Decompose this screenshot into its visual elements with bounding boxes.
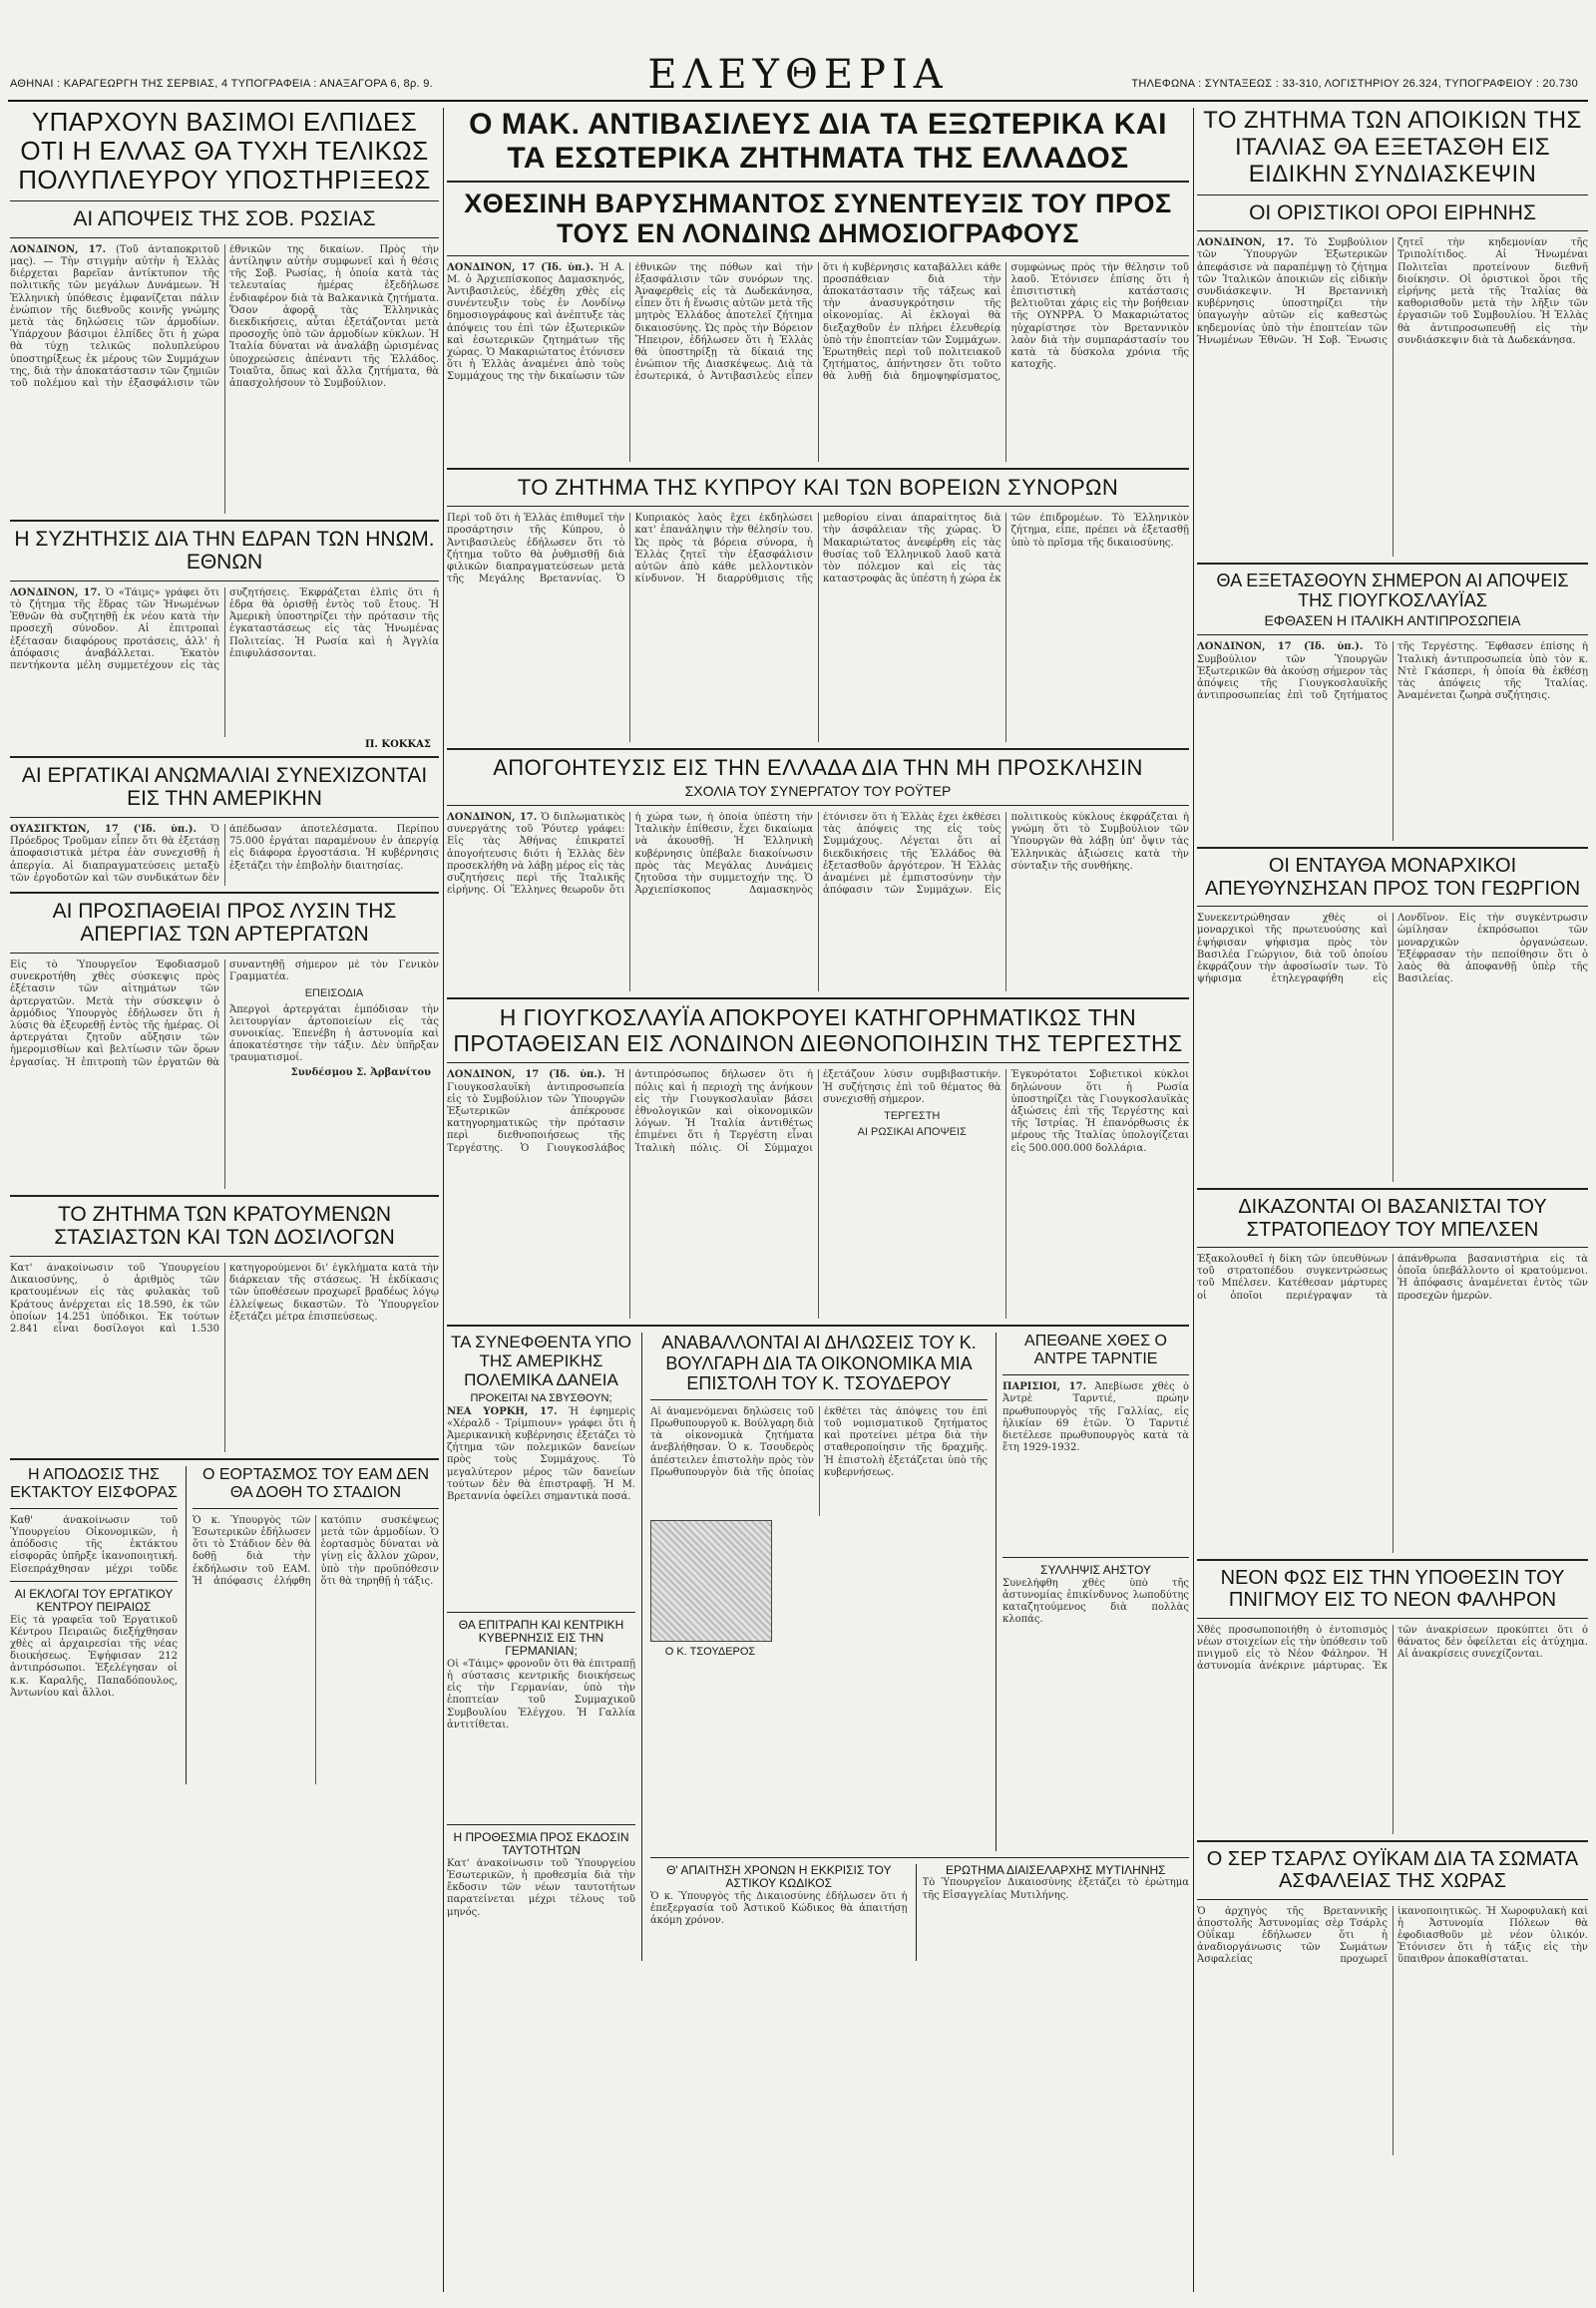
article-tardieu xyxy=(996,1333,1189,1850)
dateline: ΛΟΝΔΙΝΟΝ, 17. xyxy=(447,811,538,823)
article-body xyxy=(10,244,439,514)
article-text: Ὁ Πρόεδρος Τροῦμαν εἶπεν ὅτι θὰ ἐξετάσῃ ἀποφασιστικὰ μέτρα ἐὰν συνεχισθῇ ἡ ἀπεργία. Αἱ διαπραγματεύσεις μεταξὺ τῶν ἐργοδοτῶν καὶ τῶν συνδικάτων δὲν ἀπέδωσαν ἀποτελέσματα. Περίπου 75.000 ἐργάται παραμένουν ἐν ἀπεργίᾳ εἰς διάφορα ἐργοστάσια. Ἡ κυβέρνησις ἐξετάζει τὴν ἐπιβολὴν διαιτησίας. xyxy=(10,823,439,884)
article-eam xyxy=(186,1466,439,1784)
article-bakers-strike xyxy=(10,900,439,1189)
dateline: ΟΥΑΣΙΓΚΤΩΝ, 17 ('Ιδ. ὑπ.). xyxy=(10,823,197,835)
headline: ΤΑ ΣΥΝΕΦΘΕΝΤΑ ΥΠΟ ΤΗΣ ΑΜΕΡΙΚΗΣ ΠΟΛΕΜΙΚΑ ΔΑΝΕΙΑ xyxy=(451,1333,631,1390)
dateline: ΛΟΝΔΙΝΟΝ, 17 (Ἰδ. ὑπ.). xyxy=(447,1069,606,1081)
headline: Θ' ΑΠΑΙΤΗΣΗ ΧΡΟΝΩΝ Η ΕΚΚΡΙΣΙΣ ΤΟΥ ΑΣΤΙΚΟΥ ΚΩΔΙΚΟΣ xyxy=(666,1862,892,1891)
portrait-photo xyxy=(650,1520,772,1642)
masthead-address: ΑΘΗΝΑΙ : ΚΑΡΑΓΕΩΡΓΗ ΤΗΣ ΣΕΡΒΙΑΣ, 4 ΤΥΠΟΓΡΑΦΕΙΑ : ΑΝΑΞΑΓΟΡΑ 6, 8ρ. 9. xyxy=(10,78,433,90)
subheadline: ΟΙ ΟΡΙΣΤΙΚΟΙ ΟΡΟΙ ΕΙΡΗΝΗΣ xyxy=(1249,200,1536,224)
article-text: Ἡ ἐφημερὶς «Χέραλδ - Τρίμπιουν» γράφει ὅτι ἡ Ἀμερικανικὴ κυβέρνησις ἐξετάζει τὸ ζήτημα τῶν πολεμικῶν δανείων πρὸς τοὺς Συμμάχους. Τὸ μεγαλύτερον μέρος τῶν δανείων τούτων δὲν θὰ ἐπιστραφῇ. Ἡ Μ. Βρεταννία ὀφείλει σημαντικὰ ποσά. xyxy=(447,1405,635,1502)
article-un-seat xyxy=(10,528,439,750)
left-column xyxy=(10,108,439,1784)
masthead-rule xyxy=(8,100,1588,102)
dateline: ΛΟΝΔΙΝΟΝ, 17. xyxy=(10,243,107,255)
bottom-left-row xyxy=(10,1466,439,1784)
headline: ΔΙΚΑΖΟΝΤΑΙ ΟΙ ΒΑΣΑΝΙΣΤΑΙ ΤΟΥ ΣΤΡΑΤΟΠΕΔΟΥ ΤΟΥ ΜΠΕΛΣΕΝ xyxy=(1238,1196,1547,1241)
article-body xyxy=(10,587,439,737)
dateline: ΛΟΝΔΙΝΟΝ, 17. xyxy=(10,586,101,598)
headline: ΑΠΕΘΑΝΕ ΧΘΕΣ Ο ΑΝΤΡΕ ΤΑΡΝΤΙΕ xyxy=(1024,1333,1167,1368)
article-colonies xyxy=(1197,108,1588,557)
headline: ΑΙ ΕΡΓΑΤΙΚΑΙ ΑΝΩΜΑΛΙΑΙ ΣΥΝΕΧΙΖΟΝΤΑΙ ΕΙΣ ΤΗΝ ΑΜΕΡΙΚΗΝ xyxy=(21,763,428,811)
article-body xyxy=(10,1263,439,1452)
headline: ΕΡΩΤΗΜΑ ΔΙΑΙΣΕΛΑΡΧΗΣ ΜΥΤΙΛΗΝΗΣ xyxy=(945,1862,1166,1877)
article-body xyxy=(1197,641,1588,841)
inset-title: ΑΙ ΡΩΣΙΚΑΙ ΑΠΟΨΕΙΣ xyxy=(857,1126,967,1139)
article-yugoslav-views xyxy=(1197,571,1588,841)
article-text: Ὁ «Τάιμς» γράφει ὅτι τὸ ζήτημα τῆς ἕδρας τῶν Ἡνωμένων Ἐθνῶν θὰ συζητηθῇ ἐκ νέου κατὰ τὴν προσεχῆ σύνοδον. Αἱ ἐπιτροπαὶ ἐξέτασαν διαφόρους προτάσεις, ἀλλ' ἡ ἀπόφασις ἀναβάλλεται. Ἑκατὸν πεντήκοντα μέλη συμμετέχουν εἰς τὰς συζητήσεις. Ἐκφράζεται ἐλπὶς ὅτι ἡ ἑδρα θὰ ὁρισθῇ ἐντὸς τοῦ ἔτους. Ἡ Ἀμερικὴ ὑποστηρίζει τὴν πρότασιν τῆς ἐγκαταστάσεως εἰς τὰς Ἡνωμένας Πολιτείας. Ἡ Ρωσία καὶ ἡ Ἀγγλία ἐπιφυλάσσονται. xyxy=(10,586,439,672)
article-text: Χθὲς προσωποποιήθη ὁ ἐντοπισμὸς νέων στοιχείων εἰς τὴν ὑπόθεσιν τοῦ πνιγμοῦ εἰς τὸ Νέον Φάληρον. Ἡ ἀστυνομία ἀνέκρινε μάρτυρας. Ἐκ τῶν ἀνακρίσεων προκύπτει ὅτι ὁ θάνατος δὲν ὀφείλεται εἰς ἀτύχημα. Αἱ ἀνακρίσεις συνεχίζονται. xyxy=(1197,1624,1588,1673)
article-text: Οἱ «Τάιμς» φρονοῦν ὅτι θὰ ἐπιτραπῇ ἡ σύστασις κεντρικῆς διοικήσεως εἰς τὴν Γερμανίαν, ὑπὸ τὴν ἐποπτείαν τοῦ Συμμαχικοῦ Συμβουλίου Ἐλέγχου. Ἡ Γαλλία ἀντιτίθεται. xyxy=(447,1658,635,1731)
article-levy xyxy=(10,1466,178,1784)
article-trieste xyxy=(447,1005,1189,1320)
photo-caption: Ο Κ. ΤΣΟΥΔΕΡΟΣ xyxy=(664,1645,756,1658)
article-text: Τὸ Συμβούλιον τῶν Ὑπουργῶν Ἐξωτερικῶν θὰ ἀκούσῃ σήμερον τὰς ἀπόψεις τῆς Γιουγκοσλαυϊκῆς ἀντιπροσωπείας ἐπὶ τοῦ ζητήματος τῆς Τεργέστης. Ἔφθασεν ἐπίσης ἡ Ἰταλικὴ ἀντιπροσωπεία ὑπὸ τὸν κ. Ντὲ Γκάσπερι, ἡ ὁποία θὰ ἐκθέσῃ τὰς ἀπόψεις τῆς Ἰταλίας. Ἀναμένεται ζωηρὰ συζήτησις. xyxy=(1197,641,1588,702)
article-body xyxy=(447,812,1189,991)
headline: Ο ΕΟΡΤΑΣΜΟΣ ΤΟΥ ΕΑΜ ΔΕΝ ΘΑ ΔΟΘΗ ΤΟ ΣΤΑΔΙΟΝ xyxy=(201,1465,429,1501)
article-text: Κατ' ἀνακοίνωσιν τοῦ Ὑπουργείου Δικαιοσύνης, ὁ ἀριθμὸς τῶν κρατουμένων εἰς τὰς φυλακὰς τοῦ Κράτους ἀνέρχεται εἰς 18.590, ἐκ τῶν ὁποίων 14.251 ὑπόδικοι. Ἐκ τούτων 2.841 εἶναι δοσίλογοι καὶ 1.530 κατηγορούμενοι δι' ἐγκλήματα κατὰ τὴν διάρκειαν τῆς στάσεως. Ἡ ἐκδίκασις τῶν ὑποθέσεων προχωρεῖ βραδέως λόγῳ ἐλλείψεως δικαστῶν. Τὸ Ὑπουργεῖον ἐξετάζει μέτρα ἐπισπεύσεως. xyxy=(10,1262,439,1335)
article-text: Ἡ Γιουγκοσλαυϊκὴ ἀντιπροσωπεία εἰς τὸ Συμβούλιον τῶν Ὑπουργῶν Ἐξωτερικῶν ἀπέκρουσε κατηγορηματικῶς τὴν πρότασιν περὶ διεθνοποιήσεως τῆς Τεργέστης. Ὁ Γιουγκοσλάβος ἀντιπρόσωπος δήλωσεν ὅτι ἡ πόλις καὶ ἡ περιοχὴ της ἀνήκουν εἰς τὴν Γιουγκοσλαυΐαν βάσει ἐθνολογικῶν καὶ οἰκονομικῶν λόγων. Ἡ Ἰταλία ἀντιθέτως ἐπιμένει ὅτι ἡ Τεργέστη εἶναι Ἰταλικὴ πόλις. Οἱ Σύμμαχοι ἐξετάζουν λύσιν συμβιβαστικήν. Ἡ συζήτησις ἐπὶ τοῦ θέματος θὰ συνεχισθῇ σήμερον. xyxy=(447,1069,1001,1154)
dateline: ΛΟΝΔΙΝΟΝ, 17 (Ἰδ. ὑπ.). xyxy=(1197,641,1364,653)
article-lead xyxy=(447,108,1189,462)
article-mytilene xyxy=(916,1864,1189,1961)
headline: ΤΟ ΖΗΤΗΜΑ ΤΩΝ ΑΠΟΙΚΙΩΝ ΤΗΣ ΙΤΑΛΙΑΣ ΘΑ ΕΞΕΤΑΣΘΗ ΕΙΣ ΕΙΔΙΚΗΝ ΣΥΝΔΙΑΣΚΕΨΙΝ xyxy=(1203,107,1582,188)
article-monarchists xyxy=(1197,855,1588,1182)
inset-title: ΤΕΡΓΕΣΤΗ xyxy=(884,1110,941,1123)
dateline: ΛΟΝΔΙΝΟΝ, 17. xyxy=(1197,237,1294,249)
article-text: Συνεκεντρώθησαν χθὲς οἱ μοναρχικοὶ τῆς πρωτευούσης καὶ ἐψήφισαν ψήφισμα πρὸς τὸν Βασιλέα Γεώργιον, διὰ τοῦ ὁποίου ἐκφράζουν τὴν ἀφοσίωσίν των. Τὸ ψήφισμα ἐτηλεγραφήθη εἰς Λονδῖνον. Εἰς τὴν συγκέντρωσιν ὡμίλησαν ἐκπρόσωποι τῶν μοναρχικῶν ὀργανώσεων. Ἐξέφρασαν τὴν πεποίθησιν ὅτι ὁ λαὸς θὰ ἀποφανθῇ ὑπὲρ τῆς Βασιλείας. xyxy=(1197,913,1588,985)
headline: ΤΟ ΖΗΤΗΜΑ ΤΗΣ ΚΥΠΡΟΥ ΚΑΙ ΤΩΝ ΒΟΡΕΙΩΝ ΣΥΝΟΡΩΝ xyxy=(517,474,1119,500)
dateline: ΠΑΡΙΣΙΟΙ, 17. xyxy=(1002,1381,1087,1393)
center-bottom-right xyxy=(650,1333,1189,1960)
article-civil-code xyxy=(650,1864,908,1961)
article-text: Περὶ τοῦ ὅτι ἡ Ἑλλὰς ἐπιθυμεῖ τὴν προσάρτησιν τῆς Κύπρου, ὁ Ἀντιβασιλεὺς ἐδήλωσεν ὅτι τὸ ζήτημα τοῦτο θὰ ῥυθμισθῇ διὰ φιλικῶν διαπραγματεύσεων μετὰ τῆς Μεγάλης Βρεταννίας. Ὁ Κυπριακὸς λαὸς ἔχει ἐκδηλώσει κατ' ἐπανάληψιν τὴν θέλησίν του. Ὡς πρὸς τὰ βόρεια σύνορα, ἡ Ἑλλὰς ζητεῖ τὴν ἐξασφάλισιν αὐτῶν ἀπὸ κάθε μελλοντικὸν κίνδυνον. Ἡ διαρρύθμισις τῆς μεθορίου εἶναι ἀπαραίτητος διὰ τὴν ἀσφάλειαν τῆς χώρας. Ὁ Μακαριώτατος ἀνεφέρθη εἰς τὰς θυσίας τοῦ Ἑλληνικοῦ λαοῦ κατὰ τὸν πόλεμον καὶ εἰς τὰς καταστροφὰς ἃς ὑπέστη ἡ χώρα ἐκ τῶν ἐπιδρομέων. Τὸ Ἑλληνικὸν ζήτημα, εἶπε, πρέπει νὰ ἐξετασθῇ ὑπὸ τὸ πρῖσμα τῆς δικαιοσύνης. xyxy=(447,513,1189,585)
dateline: ΛΟΝΔΙΝΟΝ, 17 (Ἰδ. ὑπ.). xyxy=(447,261,595,273)
headline: ΤΟ ΖΗΤΗΜΑ ΤΩΝ ΚΡΑΤΟΥΜΕΝΩΝ ΣΤΑΣΙΑΣΤΩΝ ΚΑΙ ΤΩΝ ΔΟΣΙΛΟΓΩΝ xyxy=(54,1202,395,1250)
headline: ΝΕΟΝ ΦΩΣ ΕΙΣ ΤΗΝ ΥΠΟΘΕΣΙΝ ΤΟΥ ΠΝΙΓΜΟΥ ΕΙΣ ΤΟ ΝΕΟΝ ΦΑΛΗΡΟΝ xyxy=(1220,1567,1565,1612)
article-text: Εἰς τὸ Ὑπουργεῖον Ἐφοδιασμοῦ συνεκροτήθη χθὲς σύσκεψις πρὸς ἐξέτασιν τῶν αἰτημάτων τῶν ἀρτεργατῶν. Μετὰ τὴν σύσκεψιν ὁ ἁρμόδιος Ὑπουργὸς ἐδήλωσεν ὅτι ἡ λύσις θὰ ἐξευρεθῇ ἐντὸς τῆς ἡμέρας. Οἱ ἀρτεργάται ζητοῦν αὔξησιν τῶν ἡμερομισθίων καὶ βελτίωσιν τῶν ὅρων ἐργασίας. Ἡ ἐπιτροπὴ τῶν ἐργατῶν θὰ συναντηθῇ σήμερον μὲ τὸν Γενικὸν Γραμματέα. xyxy=(10,959,439,1068)
article-text: Κατ' ἀνακοίνωσιν τοῦ Ὑπουργείου Ἐσωτερικῶν, ἡ προθεσμία διὰ τὴν ἔκδοσιν τῶν νέων ταυτοτήτων παρατείνεται μέχρι τέλους τοῦ μηνός. xyxy=(447,1857,635,1918)
headline: ΟΙ ΕΝΤΑΥΘΑ ΜΟΝΑΡΧΙΚΟΙ ΑΠΕΥΘΥΝΣΗΣΑΝ ΠΡΟΣ ΤΟΝ ΓΕΩΡΓΙΟΝ xyxy=(1204,855,1581,900)
article-us-labor xyxy=(10,764,439,886)
article-text: Ὁ ἀρχηγὸς τῆς Βρεταννικῆς ἀποστολῆς Ἀστυνομίας σὲρ Τσάρλς Οὐΐκαμ ἐδήλωσεν ὅτι ἡ ἀναδιοργάνωσις τῶν Σωμάτων Ἀσφαλείας προχωρεῖ ἱκανοποιητικῶς. Ἡ Χωροφυλακὴ καὶ ἡ Ἀστυνομία Πόλεων θὰ ἐφοδιασθοῦν μὲ νέον ὑλικόν. Ἐτόνισεν ὅτι ἡ τάξις εἰς τὴν ὕπαιθρον ἀποκαθίσταται. xyxy=(1197,1905,1588,1966)
headline: Ο ΣΕΡ ΤΣΑΡΛΣ ΟΥΪΚΑΜ ΔΙΑ ΤΑ ΣΩΜΑΤΑ ΑΣΦΑΛΕΙΑΣ ΤΗΣ ΧΩΡΑΣ xyxy=(1206,1847,1579,1893)
article-disappointment xyxy=(447,756,1189,991)
article-detainees xyxy=(10,1203,439,1452)
article-belsen xyxy=(1197,1196,1588,1553)
article-text: Ἡ Α. Μ. ὁ Ἀρχιεπίσκοπος Δαμασκηνός, Ἀντιβασιλεύς, ἐδέχθη χθὲς εἰς συνέντευξιν τοὺς ἐν Λονδίνῳ δημοσιογράφους καὶ ἀνέπτυξε τὰς ἀπόψεις του ἐπὶ τῶν ἐξωτερικῶν καὶ ἐσωτερικῶν ζητημάτων τῆς χώρας. Ὁ Μακαριώτατος ἐτόνισεν ὅτι ἡ Ἑλλὰς ἀναμένει ἀπὸ τοὺς Συμμάχους της τὴν δικαίωσιν τῶν ἐθνικῶν της πόθων καὶ τὴν ἐξασφάλισιν τῶν συνόρων της. Ἀναφερθεὶς εἰς τὰ Δωδεκάνησα, εἶπεν ὅτι ἡ ἕνωσις αὐτῶν μετὰ τῆς μητρὸς Ἑλλάδος ἀποτελεῖ ζήτημα δικαιοσύνης. Ὡς πρὸς τὴν Βόρειον Ἤπειρον, ἐδήλωσεν ὅτι ἡ Ἑλλὰς θὰ ὑποστηρίξῃ τὰ δίκαιά της ἐνώπιον τῆς Διασκέψεως. Διὰ τὰ ἐσωτερικά, ὁ Ἀντιβασιλεὺς εἶπεν ὅτι ἡ κυβέρνησις καταβάλλει κάθε προσπάθειαν διὰ τὴν ἀποκατάστασιν τῆς τάξεως καὶ τὴν ἀνασυγκρότησιν τῆς οἰκονομίας. Αἱ ἐκλογαὶ θὰ διεξαχθοῦν ἐν πλήρει ἐλευθερίᾳ ὑπὸ τὴν ἐποπτείαν τῶν Συμμάχων. Ἐρωτηθεὶς περὶ τοῦ πολιτειακοῦ ζητήματος, ἀπήντησεν ὅτι τοῦτο θὰ λυθῇ διὰ δημοψηφίσματος, συμφώνως πρὸς τὴν θέλησιν τοῦ λαοῦ. Ἐτόνισεν ἐπίσης ὅτι ἡ ἐπισιτιστικὴ κατάστασις βελτιοῦται χάρις εἰς τὴν βοήθειαν τῆς ΟΥΝΡΡΑ. Ὁ Μακαριώτατος ηὐχαρίστησε τὸν Βρεταννικὸν λαὸν διὰ τὴν συμπαράστασίν του κατὰ τὰ δύσκολα χρόνια τῆς κατοχῆς. xyxy=(447,261,1189,383)
article-text: Αἱ ἀναμενόμεναι δηλώσεις τοῦ Πρωθυπουργοῦ κ. Βούλγαρη διὰ τὰ οἰκονομικὰ ζητήματα ἀνεβλήθησαν. Ὁ κ. Τσουδερὸς ἀπέστειλεν ἐπιστολὴν πρὸς τὸν Πρωθυπουργὸν διὰ τῆς ὁποίας ἐκθέτει τὰς ἀπόψεις του ἐπὶ τοῦ νομισματικοῦ ζητήματος καὶ προτείνει μέτρα διὰ τὴν σταθεροποίησιν τῆς δραχμῆς. Ἡ ἐπιστολὴ ἐξετάζεται ὑπὸ τῆς κυβερνήσεως. xyxy=(650,1405,988,1478)
article-body xyxy=(447,1406,635,1606)
lead-headline: Ο ΜΑΚ. ΑΝΤΙΒΑΣΙΛΕΥΣ ΔΙΑ ΤΑ ΕΞΩΤΕΡΙΚΑ ΚΑΙ ΤΑ ΕΣΩΤΕΡΙΚΑ ΖΗΤΗΜΑΤΑ ΤΗΣ ΕΛΛΑΔΟΣ xyxy=(469,108,1167,175)
headline: Η ΑΠΟΔΟΣΙΣ ΤΗΣ ΕΚΤΑΚΤΟΥ ΕΙΣΦΟΡΑΣ xyxy=(10,1465,178,1501)
headline: ΑΠΟΓΟΗΤΕΥΣΙΣ ΕΙΣ ΤΗΝ ΕΛΛΑΔΑ ΔΙΑ ΤΗΝ ΜΗ ΠΡΟΣΚΛΗΣΙΝ xyxy=(493,755,1143,781)
inset-title: ΕΠΕΙΣΟΔΙΑ xyxy=(304,987,364,1000)
article-wickham xyxy=(1197,1848,1588,2155)
article-text: Συνελήφθη χθὲς ὑπὸ τῆς ἀστυνομίας ἐπικίνδυνος λωποδύτης καταζητούμενος διὰ πολλὰς κλοπάς. xyxy=(1002,1577,1189,1626)
subheadline: ΑΙ ΑΠΟΨΕΙΣ ΤΗΣ ΣΟΒ. ΡΩΣΙΑΣ xyxy=(73,207,376,231)
column-divider xyxy=(1193,108,1194,2292)
article-body xyxy=(1002,1381,1189,1551)
article-text: Τὸ Ὑπουργεῖον Δικαιοσύνης ἐξετάζει τὸ ἐρώτημα τῆς Εἰσαγγελίας Μυτιλήνης. xyxy=(922,1877,1189,1901)
article-body xyxy=(10,824,439,886)
subheadline: ΣΧΟΛΙΑ ΤΟΥ ΣΥΝΕΡΓΑΤΟΥ ΤΟΥ ΡΟΫΤΕΡ xyxy=(684,782,952,799)
headline: ΑΝΑΒΑΛΛΟΝΤΑΙ ΑΙ ΔΗΛΩΣΕΙΣ ΤΟΥ Κ. ΒΟΥΛΓΑΡΗ ΔΙΑ ΤΑ ΟΙΚΟΝΟΜΙΚΑ ΜΙΑ ΕΠΙΣΤΟΛΗ ΤΟΥ Κ. ΤΣΟΥΔΕΡΟΥ xyxy=(661,1333,977,1393)
article-vulgaris xyxy=(650,1333,988,1850)
article-text: Ὁ διπλωματικὸς συνεργάτης τοῦ Ῥόυτερ γράφει: Εἰς τὰς Ἀθήνας ἐπικρατεῖ ἀπογοήτευσις διότι ἡ Ἑλλὰς δὲν προσεκλήθη νὰ λάβῃ μέρος εἰς τὰς συζητήσεις περὶ τῆς Ἰταλικῆς εἰρήνης. Οἱ Ἕλληνες θεωροῦν ὅτι ἡ χώρα των, ἡ ὁποία ὑπέστη τὴν Ἰταλικὴν ἐπίθεσιν, ἔχει δικαίωμα νὰ ἀκουσθῇ. Ἡ Ἑλληνικὴ κυβέρνησις ὑπέβαλε διακοίνωσιν πρὸς τὰς Μεγάλας Δυνάμεις ζητοῦσα τὴν συμμετοχήν της. Ὁ Ἀρχιεπίσκοπος Δαμασκηνὸς ἐτόνισεν ὅτι ἡ Ἑλλὰς ἔχει ἐκθέσει τὰς ἀπόψεις της εἰς τοὺς Συμμάχους. Λέγεται ὅτι αἱ διεκδικήσεις τῆς Ἑλλάδος θὰ ἐξετασθοῦν ἀργότερον. Ἡ Ἑλλὰς ἀναμένει μὲ ἐμπιστοσύνην τὴν ἀπόφασιν τῶν Συμμάχων. Εἰς πολιτικοὺς κύκλους ἐκφράζεται ἡ γνώμη ὅτι τὸ Συμβούλιον τῶν Ὑπουργῶν θὰ λάβῃ ὑπ' ὄψιν τὰς Ἑλληνικὰς ἀξιώσεις κατὰ τὴν σύνταξιν τῆς συνθήκης. xyxy=(447,811,1189,897)
article-body xyxy=(447,1069,1189,1319)
headline: Η ΣΥΖΗΤΗΣΙΣ ΔΙΑ ΤΗΝ ΕΔΡΑΝ ΤΩΝ ΗΝΩΜ. ΕΘΝΩΝ xyxy=(14,527,435,575)
article-cyprus xyxy=(447,476,1189,743)
headline: ΘΑ ΕΠΙΤΡΑΠΗ ΚΑΙ ΚΕΝΤΡΙΚΗ ΚΥΒΕΡΝΗΣΙΣ ΕΙΣ ΤΗΝ ΓΕΡΜΑΝΙΑΝ; xyxy=(458,1617,624,1659)
subheadline: ΠΡΟΚΕΙΤΑΙ ΝΑ ΣΒΥΣΘΟΥΝ; xyxy=(470,1391,612,1404)
article-body xyxy=(1197,237,1588,557)
dateline: ΝΕΑ ΥΟΡΚΗ, 17. xyxy=(447,1405,558,1417)
subheadline: ΕΦΘΑΣΕΝ Η ΙΤΑΛΙΚΗ ΑΝΤΙΠΡΟΣΩΠΕΙΑ xyxy=(1264,612,1521,629)
article-text: Ὁ κ. Ὑπουργὸς τῶν Ἐσωτερικῶν ἐδήλωσεν ὅτι τὸ Στάδιον δὲν θὰ δοθῇ διὰ τὴν ἐκδήλωσιν τοῦ ΕΑΜ. Ἡ ἀπόφασις ἐλήφθη κατόπιν συσκέψεως μετὰ τῶν ἁρμοδίων. Ὁ ἑορτασμὸς δύναται νὰ γίνῃ εἰς ἄλλον χῶρον, ὑπὸ τὴν προϋπόθεσιν ὅτι θὰ τηρηθῇ ἡ τάξις. xyxy=(192,1514,439,1587)
article-text: Ἀπεβίωσε χθὲς ὁ Ἀντρὲ Ταρντιέ, πρώην πρωθυπουργὸς τῆς Γαλλίας, εἰς ἡλικίαν 69 ἐτῶν. Ὁ Ταρντιέ διετέλεσε πρωθυπουργὸς κατὰ τὰ ἔτη 1929-1932. xyxy=(1002,1381,1189,1454)
headline: ΑΙ ΠΡΟΣΠΑΘΕΙΑΙ ΠΡΟΣ ΛΥΣΙΝ ΤΗΣ ΑΠΕΡΓΙΑΣ ΤΩΝ ΑΡΤΕΡΓΑΤΩΝ xyxy=(52,899,397,947)
center-bottom-row xyxy=(447,1333,1189,1960)
headline: Η ΠΡΟΘΕΣΜΙΑ ΠΡΟΣ ΕΚΔΟΣΙΝ ΤΑΥΤΟΤΗΤΩΝ xyxy=(453,1829,629,1858)
byline: Συνδέσμου Σ. Ἀρβανίτου xyxy=(290,1066,431,1078)
lead-subheadline: ΧΘΕΣΙΝΗ ΒΑΡΥΣΗΜΑΝΤΟΣ ΣΥΝΕΝΤΕΥΞΙΣ ΤΟΥ ΠΡΟΣ ΤΟΥΣ ΕΝ ΛΟΝΔΙΝΩ ΔΗΜΟΣΙΟΓΡΑΦΟΥΣ xyxy=(464,189,1172,249)
article-body xyxy=(447,262,1189,462)
center-bottom-left xyxy=(447,1333,642,1960)
article-text: Ὁ κ. Ὑπουργὸς τῆς Δικαιοσύνης ἐδήλωσεν ὅτι ἡ ἐπεξεργασία τοῦ Ἀστικοῦ Κώδικος θὰ ἀπαιτήσῃ ἀκόμη χρόνον. xyxy=(650,1890,908,1927)
article-text: Ἐξακολουθεῖ ἡ δίκη τῶν ὑπευθύνων τοῦ στρατοπέδου συγκεντρώσεως τοῦ Μπέλσεν. Κατέθεσαν μάρτυρες οἱ ὁποῖοι περιέγραψαν τὰ ἀπάνθρωπα βασανιστήρια εἰς τὰ ὁποῖα ὑπεβάλλοντο οἱ κρατούμενοι. Ἡ ἀπόφασις ἀναμένεται ἐντὸς τῶν προσεχῶν ἡμερῶν. xyxy=(1197,1254,1588,1302)
right-column xyxy=(1197,108,1588,2161)
headline: ΥΠΑΡΧΟΥΝ ΒΑΣΙΜΟΙ ΕΛΠΙΔΕΣ ΟΤΙ Η ΕΛΛΑΣ ΘΑ ΤΥΧΗ ΤΕΛΙΚΩΣ ΠΟΛΥΠΛΕΥΡΟΥ ΥΠΟΣΤΗΡΙΞΕΩΣ xyxy=(18,107,431,195)
headline: ΑΙ ΕΚΛΟΓΑΙ ΤΟΥ ΕΡΓΑΤΙΚΟΥ ΚΕΝΤΡΟΥ ΠΕΙΡΑΙΩΣ xyxy=(14,1586,174,1615)
byline: Π. ΚΟΚΚΑΣ xyxy=(364,738,431,750)
inset-text: Ἐγκυρότατοι Σοβιετικοὶ κύκλοι δηλώνουν ὅτι ἡ Ρωσία ὑποστηρίζει τὰς Γιουγκοσλαυϊκὰς ἀξιώσεις ἐπὶ τῆς Τεργέστης καὶ τῆς Ἰστρίας. Ἡ ἐπανόρθωσις ἐκ μέρους τῆς Ἰταλίας ὑπολογίζεται εἰς 500.000.000 δολλάρια. xyxy=(1010,1069,1189,1154)
masthead-phones: ΤΗΛΕΦΩΝΑ : ΣΥΝΤΑΞΕΩΣ : 33-310, ΛΟΓΙΣΤΗΡΙΟΥ 26.324, ΤΥΠΟΓΡΑΦΕΙΟΥ : 20.730 xyxy=(1131,78,1578,90)
headline: ΣΥΛΛΗΨΙΣ ΑΗΣΤΟΥ xyxy=(1040,1563,1151,1578)
masthead xyxy=(0,52,1596,100)
article-body xyxy=(10,960,439,1189)
inset-text: Ἀπεργοὶ ἀρτεργάται ἐμπόδισαν τὴν λειτουργίαν ἀρτοποιείων εἰς τὰς συνοικίας. Ἐπενέβη ἡ ἀστυνομία καὶ ἀποκατέστησε τὴν τάξιν. Δὲν ὑπῆρξαν τραυματισμοί. xyxy=(229,1003,439,1064)
center-column xyxy=(447,108,1189,1961)
article-text: Καθ' ἀνακοίνωσιν τοῦ Ὑπουργείου Οἰκονομικῶν, ἡ ἀπόδοσις τῆς ἐκτάκτου εἰσφορᾶς ὑπῆρξε ἱκανοποιητική. Εἰσεπράχθησαν μέχρι τοῦδε xyxy=(10,1514,178,1575)
article-text: (Τοῦ ἀνταποκριτοῦ μας). — Τὴν στιγμὴν αὐτὴν ἡ Ἑλλὰς διέρχεται βαρεῖαν ἀντίκτυπον τῆς πολιτικῆς τῶν μεγάλων Δυνάμεων. Ἡ Ἑλληνικὴ ὑπόθεσις ἐμφανίζεται πάλιν ἐνώπιον τῆς διεθνοῦς κοινῆς γνώμης μετὰ τὰς δηλώσεις τῶν ἁρμοδίων. Ὑπάρχουν βάσιμοι ἐλπίδες ὅτι ἡ χώρα θὰ τύχῃ τελικῶς πολυπλεύρου ὑποστηρίξεως ἐκ μέρους τῶν Συμμάχων της, διὰ τὴν ἀποκατάστασιν τῶν ζημιῶν τοῦ πολέμου καὶ τὴν ἐξασφάλισιν τῶν ἐθνικῶν της δικαίων. Πρὸς τὴν ἀντίληψιν αὐτὴν συμφωνεῖ καὶ ἡ θέσις τῆς Σοβ. Ρωσίας, ἡ ὁποία κατὰ τὰς τελευταίας ἡμέρας ἐξεδήλωσε ἐνδιαφέρον διὰ τὰ Βαλκανικὰ ζητήματα. Ὅσον ἀφορᾷ τὰς Ἑλληνικὰς διεκδικήσεις, αὗται ἐξετάζονται μετὰ προσοχῆς ὑπὸ τῶν ἁρμοδίων κύκλων. Ἡ Ἰταλία δύναται νὰ ἀναλάβῃ ὡρισμένας ὑποχρεώσεις ἀπέναντι τῆς Ἑλλάδος. Τοιαῦτα, ὅπως καὶ ἄλλα ζητήματα, θὰ ἀπασχολήσουν τὸ Συμβούλιον. xyxy=(10,243,439,390)
article-support xyxy=(10,108,439,514)
headline: Η ΓΙΟΥΓΚΟΣΛΑΥΪΑ ΑΠΟΚΡΟΥΕΙ ΚΑΤΗΓΟΡΗΜΑΤΙΚΩΣ ΤΗΝ ΠΡΟΤΑΘΕΙΣΑΝ ΕΙΣ ΛΟΝΔΙΝΟΝ ΔΙΕΘΝΟΠΟΙΗΣΙΝ ΤΗΣ ΤΕΡΓΕΣΤΗΣ xyxy=(453,1003,1183,1056)
article-faliro xyxy=(1197,1567,1588,1834)
column-divider xyxy=(443,108,444,2292)
article-text: Τὸ Συμβούλιον τῶν Ὑπουργῶν Ἐξωτερικῶν ἀπεφάσισε νὰ παραπέμψῃ τὸ ζήτημα τῶν Ἰταλικῶν ἀποικιῶν εἰς εἰδικὴν συνδιάσκεψιν. Ἡ Βρεταννικὴ κυβέρνησις ὑποστηρίζει τὴν ὑπαγωγὴν αὐτῶν εἰς καθεστὼς κηδεμονίας ὑπὸ τὴν ἐποπτείαν τῶν Ἡνωμένων Ἐθνῶν. Ἡ Σοβ. Ἕνωσις ζητεῖ τὴν κηδεμονίαν τῆς Τριπολίτιδος. Αἱ Ἡνωμέναι Πολιτεῖαι προτείνουν διεθνῆ διοίκησιν. Οἱ ὁριστικοὶ ὅροι τῆς εἰρήνης μετὰ τῆς Ἰταλίας θὰ καθορισθοῦν μετὰ τὴν λῆξιν τῶν ἐργασιῶν τοῦ Συμβουλίου. Ἡ Ἑλλὰς θὰ ἀντιπροσωπευθῇ εἰς τὴν συνδιάσκεψιν διὰ τὰ Δωδεκάνησα. xyxy=(1197,237,1588,346)
headline: ΘΑ ΕΞΕΤΑΣΘΟΥΝ ΣΗΜΕΡΟΝ ΑΙ ΑΠΟΨΕΙΣ ΤΗΣ ΓΙΟΥΓΚΟΣΛΑΥΪΑΣ xyxy=(1216,571,1569,611)
article-text: Εἰς τὰ γραφεῖα τοῦ Ἐργατικοῦ Κέντρου Πειραιῶς διεξήχθησαν χθὲς αἱ ἀρχαιρεσίαι τῆς νέας διοικήσεως. Ἐψήφισαν 212 ἀντιπρόσωποι. Ἐξελέγησαν οἱ κ.κ. Καραλῆς, Παπαδόπουλος, Ἀντωνίου καὶ ἄλλοι. xyxy=(10,1614,178,1699)
masthead-title: ΕΛΕΥΘΕΡΙΑ xyxy=(647,52,949,98)
